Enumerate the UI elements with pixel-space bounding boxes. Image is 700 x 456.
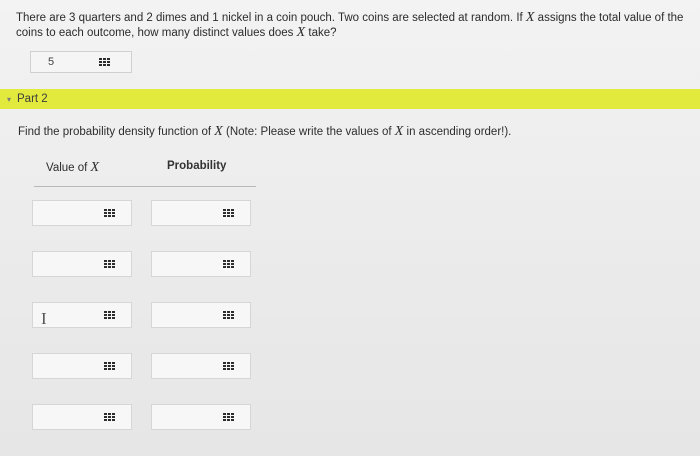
- keypad-icon[interactable]: [223, 413, 234, 421]
- collapse-toggle-icon[interactable]: ▾: [7, 94, 12, 104]
- value-input-2[interactable]: [32, 251, 132, 277]
- keypad-icon[interactable]: [104, 209, 115, 217]
- keypad-icon[interactable]: [223, 311, 234, 319]
- keypad-icon[interactable]: [104, 311, 115, 319]
- part1-answer-value: 5: [47, 56, 55, 68]
- question-line1: There are 3 quarters and 2 dimes and 1 nickel in a coin pouch. Two coins are selected at random. If: [16, 12, 526, 24]
- keypad-icon[interactable]: [223, 362, 234, 370]
- probability-input-3[interactable]: [151, 302, 251, 328]
- value-input-3[interactable]: [32, 302, 132, 328]
- question-line2b: take?: [305, 26, 337, 39]
- instruction-suffix: in ascending order!).: [403, 126, 512, 138]
- question-line1b: assigns the total value of the: [534, 12, 684, 24]
- question-line2: coins to each outcome, how many distinct values does: [16, 26, 297, 39]
- question-var2: X: [296, 24, 306, 40]
- instruction-prefix: Find the probability density function of: [18, 126, 215, 138]
- instruction-middle: (Note: Please write the values of: [222, 126, 395, 138]
- instruction-var: X: [214, 124, 223, 139]
- instruction-text: [18, 124, 511, 140]
- part-2-header[interactable]: [0, 89, 700, 109]
- keypad-icon[interactable]: [104, 413, 115, 421]
- column-header-probability: Probability: [167, 160, 227, 172]
- column-header-value-var: X: [90, 160, 100, 175]
- column-header-value-prefix: Value of: [46, 162, 91, 174]
- keypad-icon[interactable]: [223, 260, 234, 268]
- instruction-var2: X: [394, 124, 404, 139]
- probability-input-1[interactable]: [151, 200, 251, 226]
- part1-answer-field[interactable]: [30, 51, 132, 73]
- probability-input-2[interactable]: [151, 251, 251, 277]
- probability-input-4[interactable]: [151, 353, 251, 379]
- header-divider: [34, 186, 256, 187]
- text-cursor-icon: I: [41, 309, 47, 328]
- question-var: X: [525, 10, 535, 25]
- probability-input-5[interactable]: [151, 404, 251, 430]
- question-text: [16, 11, 692, 40]
- value-input-4[interactable]: [32, 353, 132, 379]
- keypad-icon[interactable]: [99, 58, 110, 66]
- part-2-label: Part 2: [17, 93, 48, 105]
- value-input-5[interactable]: [32, 404, 132, 430]
- keypad-icon[interactable]: [104, 362, 115, 370]
- keypad-icon[interactable]: [104, 260, 115, 268]
- keypad-icon[interactable]: [223, 209, 234, 217]
- value-input-1[interactable]: [32, 200, 132, 226]
- column-header-value: [46, 160, 99, 176]
